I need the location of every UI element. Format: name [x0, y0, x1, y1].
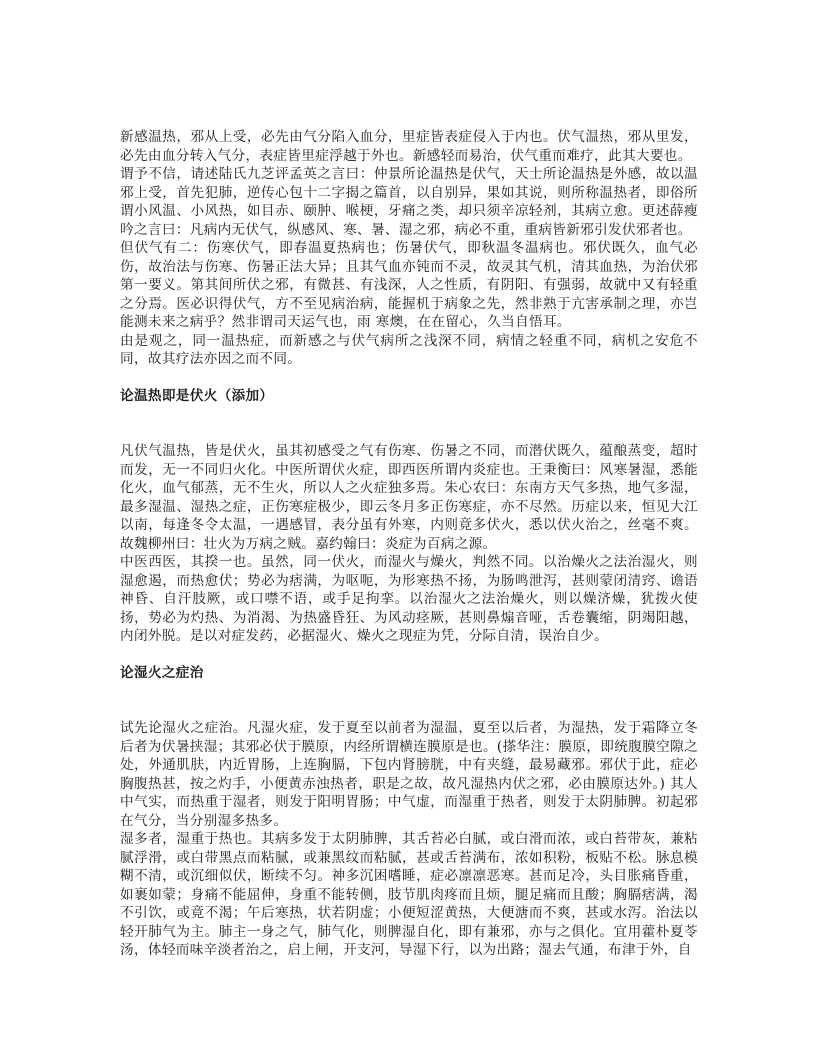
spacer: [120, 682, 698, 719]
paragraph: 试先论湿火之症治。凡湿火症，发于夏至以前者为湿温，夏至以后者，为湿热，发于霜降立冬后者为伏暑挟湿；其邪必伏于膜原，内经所谓横连膜原是也。(搽华注：膜原，即统腹膜空隙之处，外通肌肤，内近胃肠，上连胸膈，下包内肾膀胱，中有夹缝，最易藏邪。邪伏于此，症必胸腹热甚，按之灼手，小便黄赤浊热者，职是之故，故凡湿热内伏之邪，必由膜原达外。) 其人中气实，而热重于湿者，则发于阳明胃肠；中气虚，而湿重于热者，则发于太阴肺脾。初起邪在气分，当分别湿多热多。: [120, 720, 698, 829]
section-heading: 论湿火之症治: [120, 664, 204, 681]
section-new-vs-latent: [120, 128, 698, 369]
paragraph: 中医西医，其揆一也。虽然，同一伏火，而湿火与燥火，判然不同。以治燥火之法治湿火，则湿愈遏，而热愈伏；势必为痞满，为呕呃，为形寒热不扬，为肠鸣泄泻，甚则蒙闭清窍、谵语神昏、自汗肢厥，或口噤不语，或手足拘挛。以治湿火之法治燥火，则以燥济燥，犹拨火使扬，势必为灼热、为消渴、为热盛昏狂、为风动痉厥，甚则鼻煽音哑，舌卷囊缩，阴竭阳越，内闭外脱。是以对症发药，必据湿火、燥火之现症为凭，分际自清，误治自少。: [120, 554, 698, 644]
paragraph: 湿多者，湿重于热也。其病多发于太阴肺脾，其舌苔必白腻，或白滑而浓，或白苔带灰，兼粘腻浮滑，或白带黑点而粘腻，或兼黑纹而粘腻，甚或舌苔满布，浓如积粉，板贴不松。脉息模糊不清，或沉细似伏，断续不匀。神多沉困嗜睡，症必凛凛恶寒。甚而足冷，头目胀痛昏重，如裹如蒙；身痛不能屈伸，身重不能转侧，肢节肌肉疼而且烦，腿足痛而且酸；胸膈痞满，渴不引饮，或竟不渴；午后寒热，状若阴虚；小便短涩黄热，大便溏而不爽，甚或水泻。治法以轻开肺气为主。肺主一身之气，肺气化，则脾湿自化，即有兼邪，亦与之俱化。宜用藿朴夏苓汤，体轻而味辛淡者治之，启上闸，开支河，导湿下行，以为出路；湿去气通，布津于外，自: [120, 831, 698, 958]
paragraph: 新感温热，邪从上受，必先由气分陷入血分，里症皆表症侵入于内也。伏气温热，邪从里发，必先由血分转入气分，表症皆里症浮越于外也。新感轻而易治，伏气重而难疗，此其大要也。: [120, 129, 698, 164]
section-heading: 论温热即是伏火（添加）: [120, 387, 274, 404]
spacer: [120, 369, 698, 387]
document-page: [120, 128, 698, 960]
spacer: [120, 405, 698, 442]
section-damp-fire: [120, 664, 698, 960]
paragraph: 但伏气有二：伤寒伏气，即春温夏热病也；伤暑伏气，即秋温冬温病也。邪伏既久，血气必伤，故治法与伤寒、伤暑正法大异；且其气血亦钝而不灵，故灵其气机，清其血热，为治伏邪第一要义。第其间所伏之邪，有微甚、有浅深，人之性质，有阴阳、有强弱，故就中又有轻重之分焉。医必识得伏气，方不至见病治病，能握机于病象之先，然非熟于亢害承制之理，亦岂能测未来之病乎？然非谓司天运气也，雨 寒燠，在在留心，久当自悟耳。: [120, 240, 698, 330]
spacer: [120, 646, 698, 664]
section-latent-fire: [120, 387, 698, 646]
paragraph: 由是观之，同一温热症，而新感之与伏气病所之浅深不同，病情之轻重不同，病机之安危不同，故其疗法亦因之而不同。: [120, 332, 698, 367]
paragraph: 谓予不信，请述陆氏九芝评孟英之言曰：仲景所论温热是伏气，天士所论温热是外感，故以温邪上受，首先犯肺，逆传心包十二字揭之篇首，以自别异，果如其说，则所称温热者，即俗所谓小风温、小风热，如目赤、颐肿、喉梗，牙痛之类，却只须辛凉轻剂，其病立愈。更述薛瘦吟之言曰：凡病内无伏气，纵感风、寒、暑、湿之邪，病必不重，重病皆新邪引发伏邪者也。: [120, 166, 698, 238]
paragraph: 凡伏气温热，皆是伏火，虽其初感受之气有伤寒、伤暑之不同，而潜伏既久，蕴酿蒸变，超时而发，无一不同归火化。中医所谓伏火症，即西医所谓内炎症也。王秉衡曰：风寒暑湿，悉能化火，血气郁蒸，无不生火，所以人之火症独多焉。朱心农曰：东南方天气多热，地气多湿，最多湿温、湿热之症，正伤寒症极少，即云冬月多正伤寒症，亦不尽然。历症以来，恒见大江以南，每逢冬令太温，一遇感冒，表分虽有外寒，内则竟多伏火，悉以伏火治之，丝毫不爽。故魏柳州曰：壮火为万病之贼。嘉约翰曰：炎症为百病之源。: [120, 443, 698, 552]
